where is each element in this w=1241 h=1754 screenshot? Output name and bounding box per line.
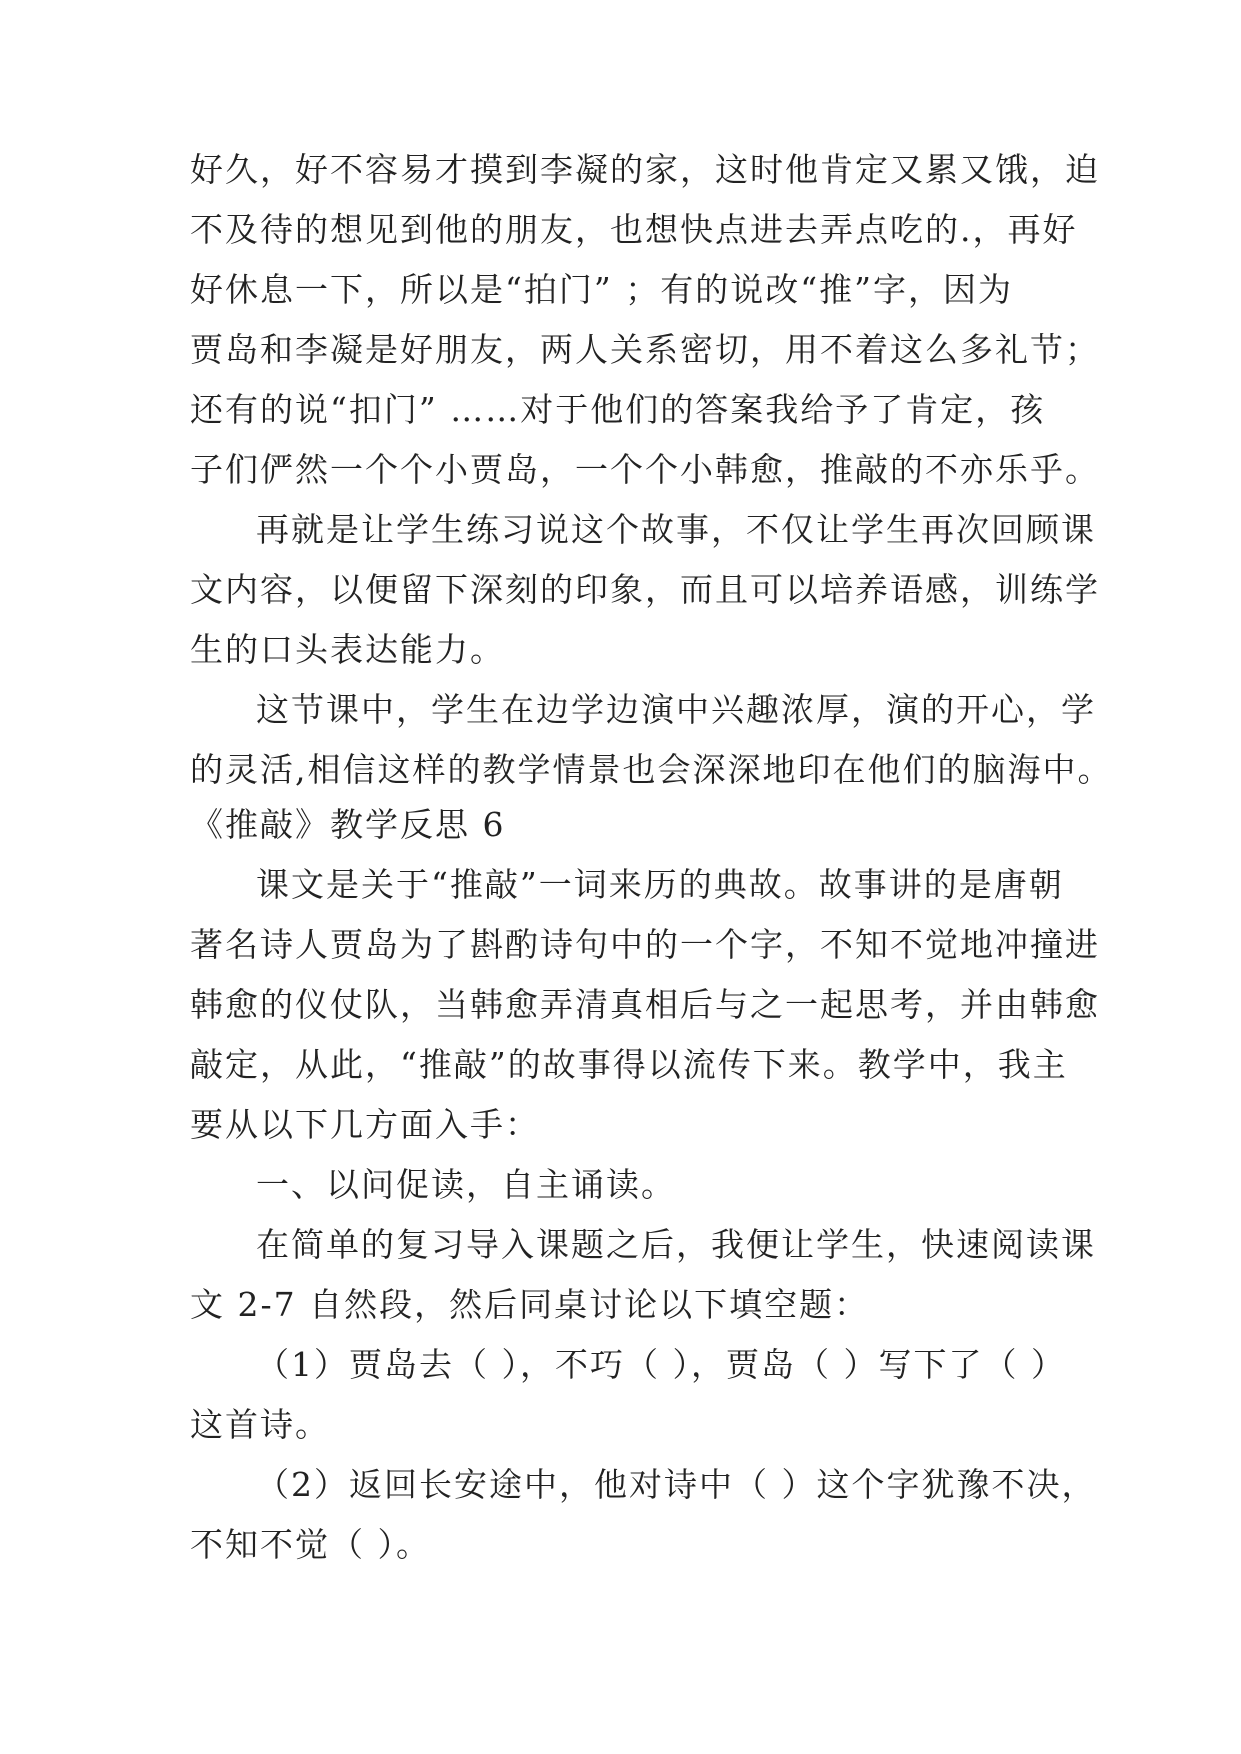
text-line-7: 再就是让学生练习说这个故事，不仅让学生再次回顾课: [256, 510, 1096, 549]
text-line-21: （1）贾岛去（ ），不巧（ ），贾岛（ ）写下了（ ）: [256, 1345, 1066, 1384]
text-line-9: 生的口头表达能力。: [190, 630, 505, 669]
text-line-2: 不及待的想见到他的朋友，也想快点进去弄点吃的.，再好: [190, 210, 1078, 249]
text-line-24: 不知不觉（ ）。: [190, 1525, 431, 1564]
text-line-15: 韩愈的仪仗队，当韩愈弄清真相后与之一起思考，并由韩愈: [190, 985, 1100, 1024]
text-line-1: 好久，好不容易才摸到李凝的家，这时他肯定又累又饿，迫: [190, 150, 1100, 189]
text-line-19: 在简单的复习导入课题之后，我便让学生，快速阅读课: [256, 1225, 1096, 1264]
text-line-3: 好休息一下，所以是“拍门” ；有的说改“推”字，因为: [190, 270, 1013, 309]
text-line-13: 课文是关于“推敲”一词来历的典故。故事讲的是唐朝: [256, 865, 1064, 904]
text-line-5: 还有的说“扣门” ……对于他们的答案我给予了肯定，孩: [190, 390, 1046, 429]
section-heading: 《推敲》教学反思 6: [190, 805, 506, 844]
text-line-10: 这节课中，学生在边学边演中兴趣浓厚，演的开心，学: [256, 690, 1096, 729]
text-line-6: 子们俨然一个个小贾岛，一个个小韩愈，推敲的不亦乐乎。: [190, 450, 1100, 489]
text-line-14: 著名诗人贾岛为了斟酌诗句中的一个字，不知不觉地冲撞进: [190, 925, 1100, 964]
text-line-17: 要从以下几方面入手：: [190, 1105, 540, 1144]
text-line-8: 文内容，以便留下深刻的印象，而且可以培养语感，训练学: [190, 570, 1100, 609]
text-line-20: 文 2-7 自然段，然后同桌讨论以下填空题：: [190, 1285, 870, 1324]
text-line-18: 一、以问促读，自主诵读。: [256, 1165, 676, 1204]
text-line-23: （2）返回长安途中，他对诗中（ ）这个字犹豫不决，: [256, 1465, 1097, 1504]
text-line-11: 的灵活,相信这样的教学情景也会深深地印在他们的脑海中。: [190, 750, 1113, 789]
text-line-22: 这首诗。: [190, 1405, 330, 1444]
text-line-16: 敲定，从此，“推敲”的故事得以流传下来。教学中，我主: [190, 1045, 1068, 1084]
text-line-4: 贾岛和李凝是好朋友，两人关系密切，用不着这么多礼节；: [190, 330, 1100, 369]
